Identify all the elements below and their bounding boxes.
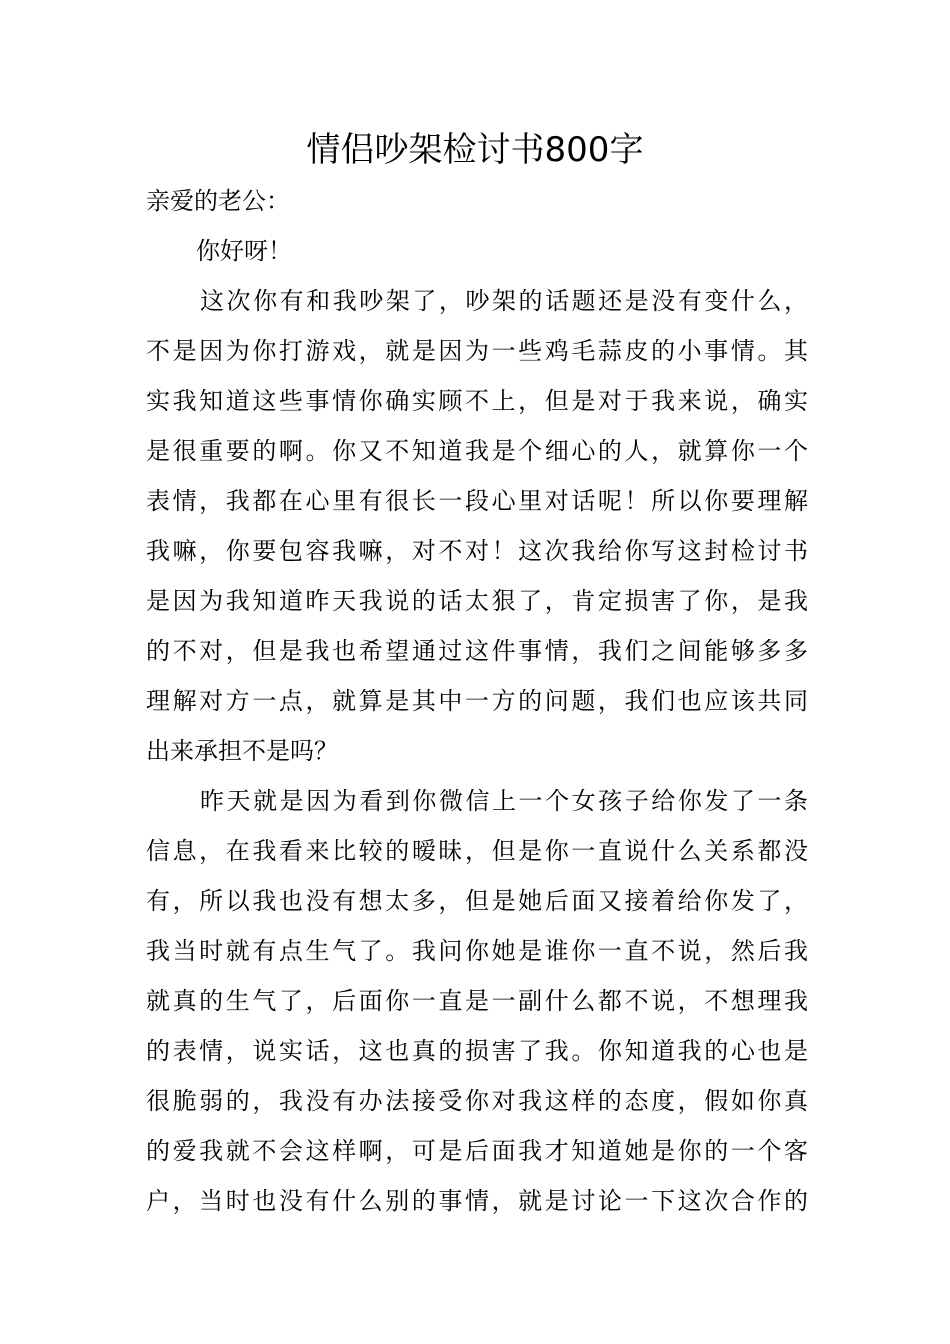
- paragraph-line: 不是因为你打游戏，就是因为一些鸡毛蒜皮的小事情。其: [146, 337, 808, 365]
- paragraph-line: 表情，我都在心里有很长一段心里对话呢！所以你要理解: [146, 487, 808, 515]
- paragraph-line: 实我知道这些事情你确实顾不上，但是对于我来说，确实: [146, 387, 808, 415]
- paragraph-line: 有，所以我也没有想太多，但是她后面又接着给你发了，: [146, 887, 808, 915]
- paragraph-2: [146, 776, 808, 1226]
- paragraph-line: 的表情，说实话，这也真的损害了我。你知道我的心也是: [146, 1037, 808, 1065]
- paragraph-line: 昨天就是因为看到你微信上一个女孩子给你发了一条: [200, 787, 808, 815]
- paragraph-line: 是因为我知道昨天我说的话太狠了，肯定损害了你，是我: [146, 587, 808, 615]
- paragraph-line: 的不对，但是我也希望通过这件事情，我们之间能够多多: [146, 637, 808, 665]
- paragraph-line: 理解对方一点，就算是其中一方的问题，我们也应该共同: [146, 687, 808, 715]
- document-body: [146, 176, 808, 1226]
- paragraph-line: 信息，在我看来比较的暧昧，但是你一直说什么关系都没: [146, 837, 808, 865]
- paragraph-line: 我嘛，你要包容我嘛，对不对！这次我给你写这封检讨书: [146, 537, 808, 565]
- paragraph-line: 出来承担不是吗？: [146, 737, 338, 765]
- greeting: 你好呀！: [196, 237, 292, 265]
- paragraph-line: 是很重要的啊。你又不知道我是个细心的人，就算你一个: [146, 437, 808, 465]
- paragraph-line: 户，当时也没有什么别的事情，就是讨论一下这次合作的: [146, 1187, 808, 1215]
- paragraph-1: [146, 276, 808, 776]
- paragraph-line: 我当时就有点生气了。我问你她是谁你一直不说，然后我: [146, 937, 808, 965]
- document-title: 情侣吵架检讨书800字: [306, 130, 644, 170]
- paragraph-line: 很脆弱的，我没有办法接受你对我这样的态度，假如你真: [146, 1087, 808, 1115]
- salutation: 亲爱的老公：: [146, 187, 290, 215]
- paragraph-line: 的爱我就不会这样啊，可是后面我才知道她是你的一个客: [146, 1137, 808, 1165]
- paragraph-line: 就真的生气了，后面你一直是一副什么都不说，不想理我: [146, 987, 808, 1015]
- paragraph-line: 这次你有和我吵架了，吵架的话题还是没有变什么，: [200, 287, 808, 315]
